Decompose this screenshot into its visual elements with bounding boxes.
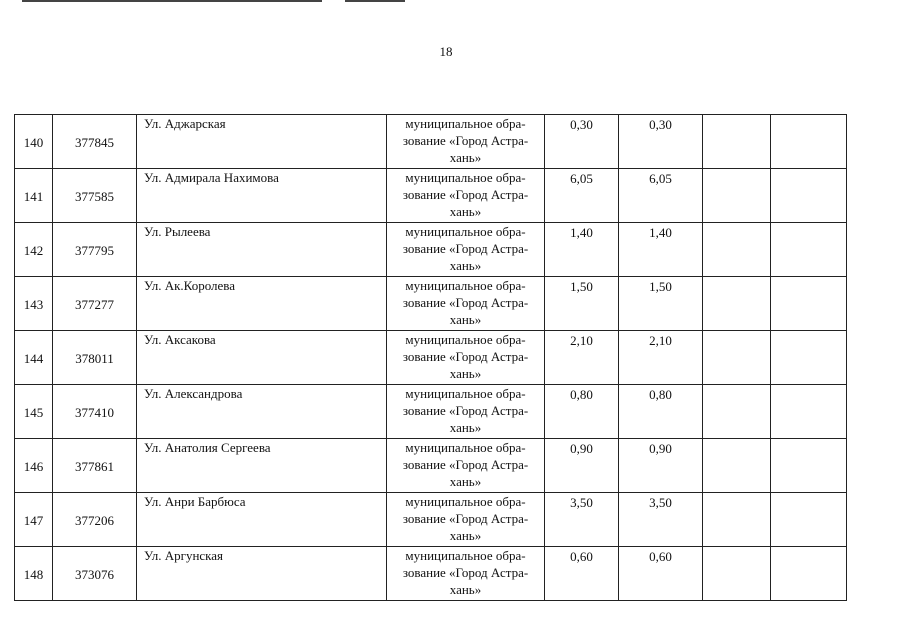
road-code-cell: 373076 [53,547,137,601]
length-total-cell: 3,50 [545,493,619,547]
owner-cell [387,277,545,331]
table-row [15,493,847,547]
length-total-cell: 0,30 [545,115,619,169]
row-number-cell: 147 [15,493,53,547]
owner-text-line: зование «Город Астра- [402,349,529,364]
owner-text-line: муниципальное обра- [405,170,526,185]
road-code-cell: 377795 [53,223,137,277]
owner-text-line: хань» [449,150,482,165]
table-row [15,439,847,493]
owner-text-line: муниципальное обра- [405,494,526,509]
table-row [15,331,847,385]
owner-text-line: зование «Город Астра- [402,511,529,526]
length-total-cell: 0,80 [545,385,619,439]
length-hard-surface-cell: 2,10 [619,331,703,385]
owner-text-line: хань» [449,366,482,381]
row-number-cell: 143 [15,277,53,331]
empty-cell [771,277,847,331]
owner-cell [387,115,545,169]
owner-text-line: хань» [449,204,482,219]
road-name-cell: Ул. Анатолия Сергеева [137,439,387,493]
length-hard-surface-cell: 0,80 [619,385,703,439]
road-code-cell: 378011 [53,331,137,385]
empty-cell [703,385,771,439]
owner-text-line: зование «Город Астра- [402,403,529,418]
road-name-cell: Ул. Ак.Королева [137,277,387,331]
owner-cell [387,547,545,601]
table-row [15,115,847,169]
length-hard-surface-cell: 0,90 [619,439,703,493]
owner-text-line: муниципальное обра- [405,278,526,293]
empty-cell [703,493,771,547]
owner-text-line: хань» [449,312,482,327]
length-hard-surface-cell: 1,40 [619,223,703,277]
road-code-cell: 377410 [53,385,137,439]
empty-cell [771,439,847,493]
road-code-cell: 377845 [53,115,137,169]
empty-cell [703,115,771,169]
road-registry-table [14,114,847,601]
road-name-cell: Ул. Рылеева [137,223,387,277]
empty-cell [771,547,847,601]
owner-text-line: зование «Город Астра- [402,295,529,310]
owner-text-line: зование «Город Астра- [402,187,529,202]
table-row [15,547,847,601]
owner-cell [387,385,545,439]
owner-text-line: хань» [449,582,482,597]
owner-text-line: муниципальное обра- [405,440,526,455]
length-hard-surface-cell: 1,50 [619,277,703,331]
owner-text-line: хань» [449,420,482,435]
scan-artifact-line [22,0,322,2]
empty-cell [703,169,771,223]
row-number-cell: 145 [15,385,53,439]
empty-cell [703,547,771,601]
empty-cell [771,115,847,169]
road-code-cell: 377206 [53,493,137,547]
table-row [15,223,847,277]
owner-text-line: муниципальное обра- [405,332,526,347]
empty-cell [771,223,847,277]
road-code-cell: 377277 [53,277,137,331]
empty-cell [771,169,847,223]
empty-cell [771,385,847,439]
length-total-cell: 6,05 [545,169,619,223]
length-hard-surface-cell: 0,60 [619,547,703,601]
owner-text-line: муниципальное обра- [405,116,526,131]
empty-cell [703,277,771,331]
road-code-cell: 377585 [53,169,137,223]
owner-text-line: муниципальное обра- [405,386,526,401]
owner-cell [387,331,545,385]
row-number-cell: 141 [15,169,53,223]
table-row [15,385,847,439]
length-hard-surface-cell: 6,05 [619,169,703,223]
empty-cell [703,439,771,493]
row-number-cell: 144 [15,331,53,385]
length-total-cell: 1,50 [545,277,619,331]
road-code-cell: 377861 [53,439,137,493]
owner-text-line: хань» [449,528,482,543]
empty-cell [771,493,847,547]
length-total-cell: 0,90 [545,439,619,493]
owner-text-line: зование «Город Астра- [402,565,529,580]
road-name-cell: Ул. Адмирала Нахимова [137,169,387,223]
owner-cell [387,493,545,547]
owner-cell [387,439,545,493]
owner-text-line: зование «Город Астра- [402,457,529,472]
page-number: 18 [439,44,453,59]
owner-cell [387,223,545,277]
row-number-cell: 146 [15,439,53,493]
table-row [15,169,847,223]
length-total-cell: 2,10 [545,331,619,385]
road-name-cell: Ул. Аксакова [137,331,387,385]
road-name-cell: Ул. Александрова [137,385,387,439]
length-total-cell: 1,40 [545,223,619,277]
length-hard-surface-cell: 0,30 [619,115,703,169]
empty-cell [771,331,847,385]
owner-cell [387,169,545,223]
length-hard-surface-cell: 3,50 [619,493,703,547]
road-name-cell: Ул. Аргунская [137,547,387,601]
owner-text-line: хань» [449,258,482,273]
row-number-cell: 148 [15,547,53,601]
owner-text-line: зование «Город Астра- [402,241,529,256]
owner-text-line: хань» [449,474,482,489]
table-row [15,277,847,331]
owner-text-line: муниципальное обра- [405,224,526,239]
empty-cell [703,331,771,385]
empty-cell [703,223,771,277]
owner-text-line: зование «Город Астра- [402,133,529,148]
length-total-cell: 0,60 [545,547,619,601]
road-name-cell: Ул. Анри Барбюса [137,493,387,547]
road-name-cell: Ул. Аджарская [137,115,387,169]
owner-text-line: муниципальное обра- [405,548,526,563]
row-number-cell: 140 [15,115,53,169]
row-number-cell: 142 [15,223,53,277]
scan-artifact-line [345,0,405,2]
